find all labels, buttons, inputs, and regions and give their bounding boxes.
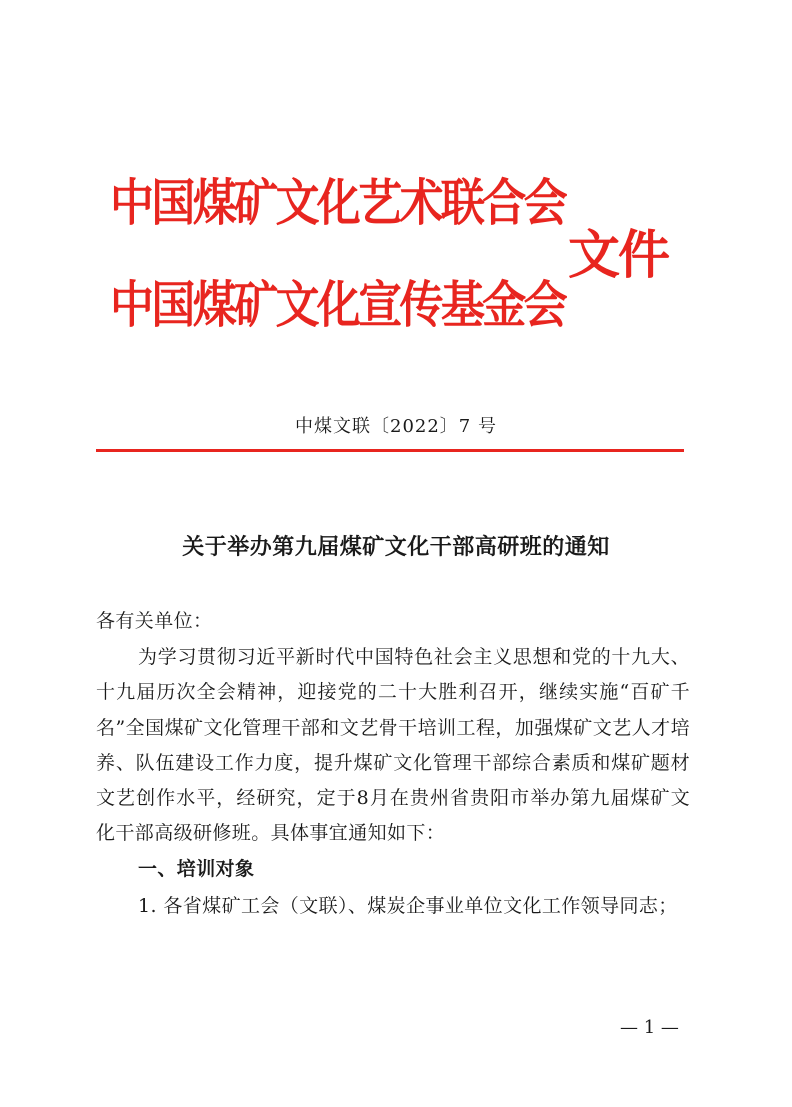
letterhead-org-2: 中国煤矿文化宣传基金会 (110, 275, 565, 334)
document-number: 中煤文联〔2022〕7 号 (295, 416, 497, 437)
page-number: — 1 — (620, 1017, 679, 1038)
red-divider-line (96, 449, 684, 452)
document-body (96, 604, 690, 924)
list-item: 1. 各省煤矿工会（文联）、煤炭企事业单位文化工作领导同志； (138, 894, 678, 917)
addressee: 各有关单位： (96, 610, 213, 632)
letterhead (110, 168, 690, 358)
letterhead-document-word: 文件 (568, 225, 669, 286)
section-heading: 一、培训对象 (138, 858, 255, 881)
document-title: 关于举办第九届煤矿文化干部高研班的通知 (182, 535, 610, 560)
body-paragraph: 为学习贯彻习近平新时代中国特色社会主义思想和党的十九大、十九届历次全会精神，迎接党的二十大胜利召开，继续实施“百矿千名”全国煤矿文化管理干部和文艺骨干培训工程，加强煤矿文艺人才培养、队伍建设工作力度，提升煤矿文化管理干部综合素质和煤矿题材文艺创作水平，经研究，定于8月在贵州省贵阳市举办第九届煤矿文化干部高级研修班。具体事宜通知如下： (96, 646, 690, 845)
letterhead-org-1: 中国煤矿文化艺术联合会 (110, 173, 565, 232)
